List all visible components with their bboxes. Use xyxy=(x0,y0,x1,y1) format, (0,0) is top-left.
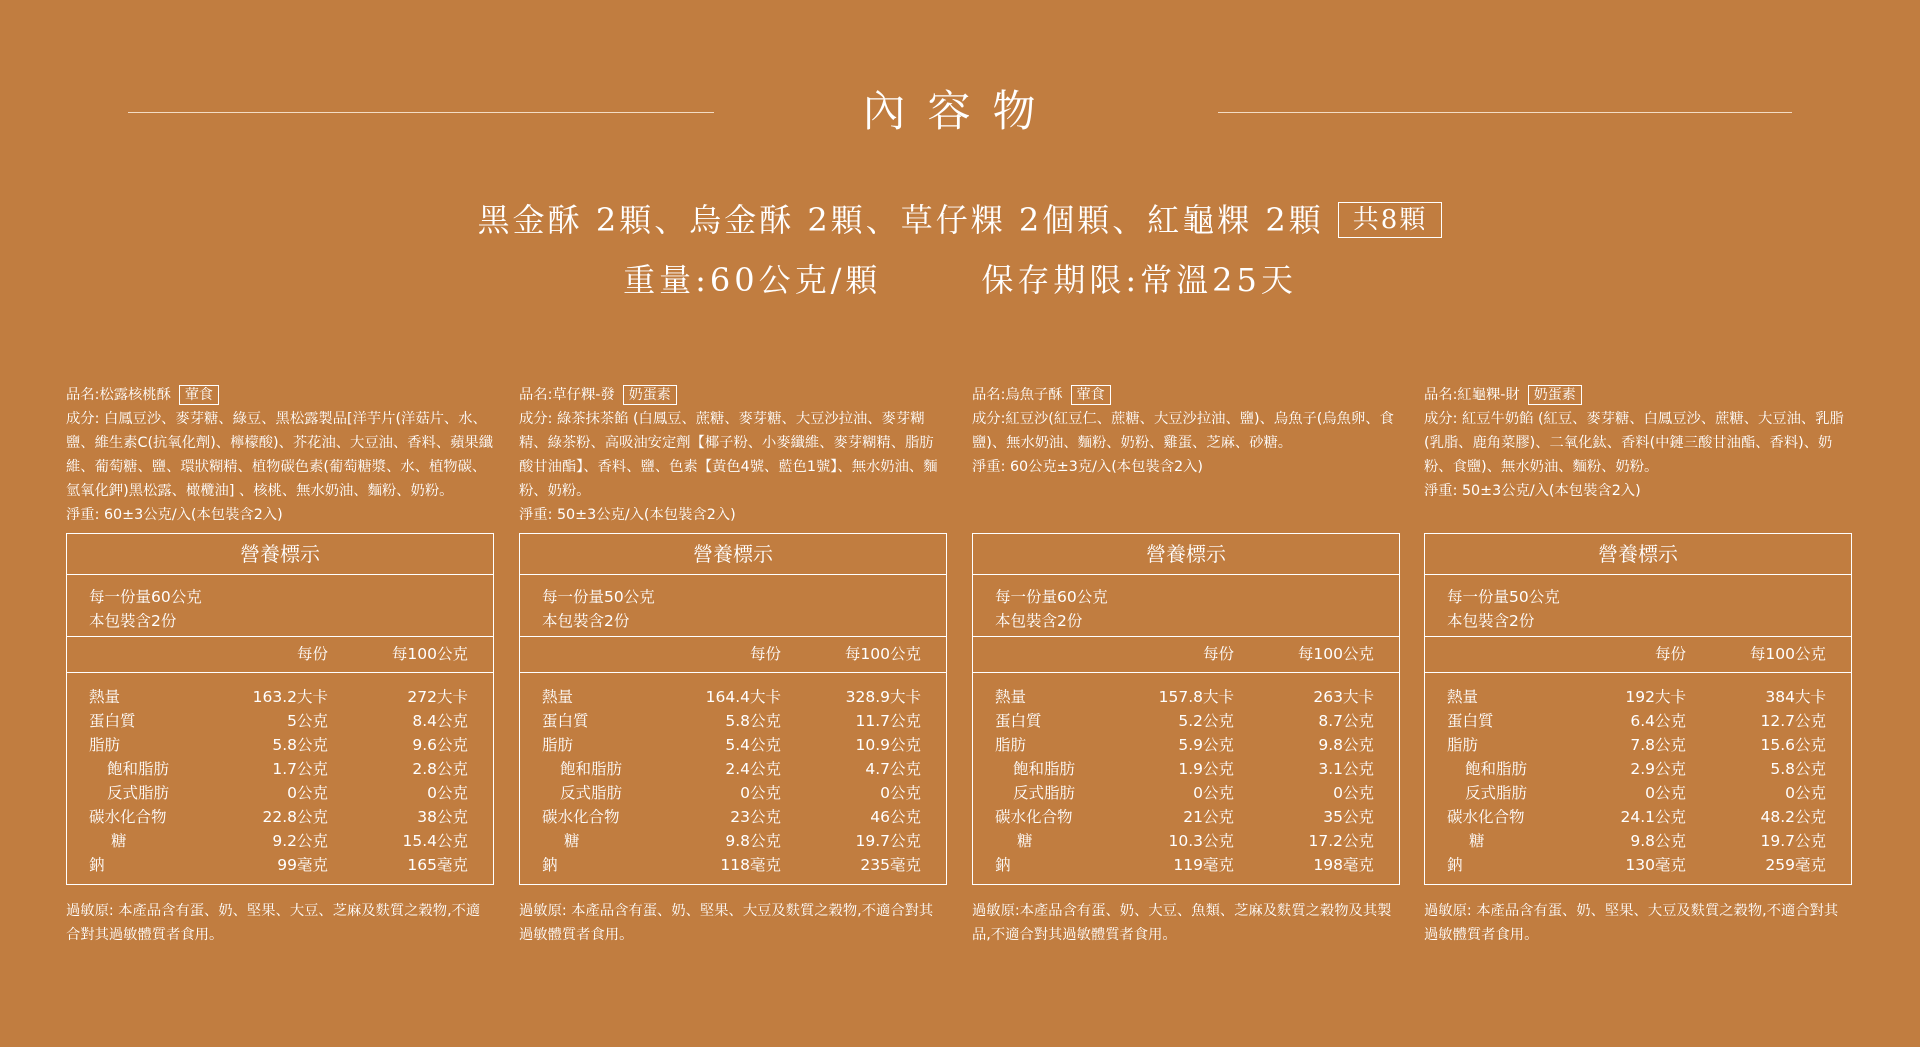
per-100g-value: 165毫克 xyxy=(407,856,468,874)
serving-info xyxy=(520,575,946,637)
nutrient-label: 碳水化合物 xyxy=(89,808,167,826)
nutrition-row xyxy=(67,709,493,733)
product-column xyxy=(66,383,494,947)
nutrition-row xyxy=(1425,829,1851,853)
nutrition-title: 營養標示 xyxy=(973,534,1399,575)
nutrient-label: 脂肪 xyxy=(542,736,574,754)
product-column xyxy=(519,383,947,947)
diet-tag: 葷食 xyxy=(179,385,219,405)
nutrition-table xyxy=(1424,533,1852,885)
per-100g-value: 17.2公克 xyxy=(1308,832,1374,850)
ingredients: 成分:紅豆沙(紅豆仁、蔗糖、大豆沙拉油、鹽)、烏魚子(烏魚卵、食鹽)、無水奶油、麵粉、奶粉、雞蛋、芝麻、砂糖。 xyxy=(972,411,1394,451)
allergy-notice: 過敏原:本產品含有蛋、奶、大豆、魚類、芝麻及麩質之穀物及其製品,不適合對其過敏體質者食用。 xyxy=(972,903,1392,943)
nutrient-label: 碳水化合物 xyxy=(995,808,1073,826)
nutrition-row xyxy=(1425,781,1851,805)
nutrition-row xyxy=(520,805,946,829)
per-serving-value: 1.7公克 xyxy=(272,760,328,778)
per-100g-value: 5.8公克 xyxy=(1770,760,1826,778)
per-serving-value: 0公克 xyxy=(1645,784,1686,802)
nutrient-label: 熱量 xyxy=(89,688,121,706)
servings-per-pack: 本包裝含2份 xyxy=(1447,612,1535,630)
nutrition-row xyxy=(67,805,493,829)
per-100g-header: 每100公克 xyxy=(1749,645,1826,663)
nutrient-label: 蛋白質 xyxy=(995,712,1042,730)
allergy-notice: 過敏原: 本產品含有蛋、奶、堅果、大豆、芝麻及麩質之穀物,不適合對其過敏體質者食用。 xyxy=(66,903,481,943)
per-100g-value: 328.9大卡 xyxy=(845,688,921,706)
nutrition-row xyxy=(67,829,493,853)
ingredients: 成分: 紅豆牛奶餡 (紅豆、麥芽糖、白鳳豆沙、蔗糖、大豆油、乳脂(乳脂、鹿角菜膠)、二氧化鈦、香料(中鏈三酸甘油酯、香料)、奶粉、食鹽)、無水奶油、麵粉、奶粉。 xyxy=(1424,411,1844,475)
nutrition-rows xyxy=(520,673,946,877)
serving-size: 每一份量60公克 xyxy=(995,588,1108,606)
per-100g-value: 15.6公克 xyxy=(1760,736,1826,754)
per-serving-header: 每份 xyxy=(1202,645,1234,663)
nutrition-title: 營養標示 xyxy=(520,534,946,575)
nutrition-column-header xyxy=(520,637,946,673)
per-serving-value: 5.8公克 xyxy=(272,736,328,754)
diet-tag: 奶蛋素 xyxy=(623,385,677,405)
per-100g-value: 272大卡 xyxy=(407,688,468,706)
nutrition-row xyxy=(67,733,493,757)
per-serving-value: 5公克 xyxy=(287,712,328,730)
per-serving-value: 164.4大卡 xyxy=(705,688,781,706)
product-name: 品名:紅龜粿-財 xyxy=(1424,387,1520,403)
nutrition-row xyxy=(973,805,1399,829)
nutrition-row xyxy=(1425,853,1851,877)
per-100g-value: 384大卡 xyxy=(1765,688,1826,706)
per-serving-value: 9.2公克 xyxy=(272,832,328,850)
per-100g-value: 19.7公克 xyxy=(855,832,921,850)
per-100g-value: 4.7公克 xyxy=(865,760,921,778)
per-100g-value: 9.6公克 xyxy=(412,736,468,754)
page-title: 內容物 xyxy=(862,87,1058,137)
per-100g-value: 11.7公克 xyxy=(855,712,921,730)
products-list: 黑金酥 2顆、烏金酥 2顆、草仔粿 2個顆、紅龜粿 2顆 xyxy=(477,201,1324,239)
servings-per-pack: 本包裝含2份 xyxy=(542,612,630,630)
per-serving-value: 7.8公克 xyxy=(1630,736,1686,754)
per-100g-value: 48.2公克 xyxy=(1760,808,1826,826)
per-100g-header: 每100公克 xyxy=(1297,645,1374,663)
per-serving-value: 157.8大卡 xyxy=(1158,688,1234,706)
nutrition-row xyxy=(520,853,946,877)
per-100g-value: 0公克 xyxy=(427,784,468,802)
serving-size: 每一份量60公克 xyxy=(89,588,202,606)
per-100g-value: 38公克 xyxy=(417,808,468,826)
per-100g-value: 2.8公克 xyxy=(412,760,468,778)
nutrition-row xyxy=(973,709,1399,733)
nutrient-label: 糖 xyxy=(564,832,580,850)
nutrient-label: 碳水化合物 xyxy=(542,808,620,826)
servings-per-pack: 本包裝含2份 xyxy=(89,612,177,630)
per-serving-value: 0公克 xyxy=(740,784,781,802)
nutrient-label: 糖 xyxy=(1469,832,1485,850)
per-serving-value: 5.9公克 xyxy=(1178,736,1234,754)
nutrition-row xyxy=(67,685,493,709)
nutrient-label: 反式脂肪 xyxy=(1465,784,1528,802)
nutrient-label: 鈉 xyxy=(995,856,1011,874)
nutrient-label: 飽和脂肪 xyxy=(560,760,623,778)
nutrition-column-header xyxy=(1425,637,1851,673)
per-serving-value: 5.2公克 xyxy=(1178,712,1234,730)
nutrition-row xyxy=(1425,805,1851,829)
nutrient-label: 熱量 xyxy=(995,688,1027,706)
ingredients: 成分: 白鳳豆沙、麥芽糖、綠豆、黑松露製品[洋芋片(洋菇片、水、鹽、維生素C(抗氧化劑)、檸檬酸)、芥花油、大豆油、香料、蘋果纖維、葡萄糖、鹽、環狀糊精、植物碳色素(葡萄糖漿、水、植物碳、氫氧化鉀)黑松露、橄欖油] 、核桃、無水奶油、麵粉、奶粉。 xyxy=(66,411,494,499)
per-serving-value: 2.9公克 xyxy=(1630,760,1686,778)
nutrition-row xyxy=(67,853,493,877)
nutrition-row xyxy=(973,781,1399,805)
per-serving-value: 24.1公克 xyxy=(1620,808,1686,826)
per-100g-value: 0公克 xyxy=(1785,784,1826,802)
product-name-row xyxy=(519,383,947,407)
nutrition-row xyxy=(520,757,946,781)
per-100g-value: 0公克 xyxy=(1333,784,1374,802)
product-name: 品名:松露核桃酥 xyxy=(66,387,171,403)
nutrient-label: 鈉 xyxy=(542,856,558,874)
nutrition-row xyxy=(1425,733,1851,757)
per-100g-header: 每100公克 xyxy=(844,645,921,663)
nutrient-label: 反式脂肪 xyxy=(560,784,623,802)
per-100g-value: 12.7公克 xyxy=(1760,712,1826,730)
diet-tag: 奶蛋素 xyxy=(1528,385,1582,405)
nutrition-rows xyxy=(973,673,1399,877)
per-serving-value: 21公克 xyxy=(1183,808,1234,826)
per-100g-value: 235毫克 xyxy=(860,856,921,874)
nutrition-row xyxy=(67,757,493,781)
product-info xyxy=(972,383,1400,533)
allergy-notice: 過敏原: 本產品含有蛋、奶、堅果、大豆及麩質之穀物,不適合對其過敏體質者食用。 xyxy=(519,903,934,943)
nutrition-rows xyxy=(1425,673,1851,877)
nutrition-row xyxy=(520,709,946,733)
per-100g-value: 19.7公克 xyxy=(1760,832,1826,850)
product-name: 品名:草仔粿-發 xyxy=(519,387,615,403)
per-serving-value: 99毫克 xyxy=(277,856,328,874)
serving-size: 每一份量50公克 xyxy=(1447,588,1560,606)
per-serving-value: 10.3公克 xyxy=(1168,832,1234,850)
per-serving-value: 130毫克 xyxy=(1625,856,1686,874)
nutrient-label: 熱量 xyxy=(1447,688,1479,706)
nutrition-row xyxy=(520,685,946,709)
nutrient-label: 蛋白質 xyxy=(542,712,589,730)
nutrient-label: 碳水化合物 xyxy=(1447,808,1525,826)
net-weight: 淨重: 60公克±3克/入(本包裝含2入) xyxy=(972,459,1203,475)
per-serving-value: 0公克 xyxy=(1193,784,1234,802)
nutrition-column-header xyxy=(67,637,493,673)
per-serving-value: 118毫克 xyxy=(720,856,781,874)
nutrition-row xyxy=(973,853,1399,877)
allergy-notice: 過敏原: 本產品含有蛋、奶、堅果、大豆及麩質之穀物,不適合對其過敏體質者食用。 xyxy=(1424,903,1839,943)
net-weight: 淨重: 60±3公克/入(本包裝含2入) xyxy=(66,507,283,523)
nutrition-row xyxy=(973,685,1399,709)
product-column xyxy=(1424,383,1852,947)
per-serving-value: 23公克 xyxy=(730,808,781,826)
nutrition-row xyxy=(973,733,1399,757)
nutrient-label: 飽和脂肪 xyxy=(107,760,170,778)
serving-info xyxy=(67,575,493,637)
nutrient-label: 脂肪 xyxy=(89,736,121,754)
product-info xyxy=(1424,383,1852,533)
per-serving-value: 163.2大卡 xyxy=(252,688,328,706)
serving-info xyxy=(973,575,1399,637)
per-serving-value: 192大卡 xyxy=(1625,688,1686,706)
nutrition-title: 營養標示 xyxy=(1425,534,1851,575)
nutrient-label: 反式脂肪 xyxy=(1013,784,1076,802)
per-serving-header: 每份 xyxy=(296,645,328,663)
per-100g-header: 每100公克 xyxy=(391,645,468,663)
weight-shelf-line xyxy=(0,256,1920,304)
ingredients: 成分: 綠茶抹茶餡 (白鳳豆、蔗糖、麥芽糖、大豆沙拉油、麥芽糊精、綠茶粉、高吸油安定劑【椰子粉、小麥纖維、麥芽糊精、脂肪酸甘油酯】、香料、鹽、色素【黃色4號、藍色1號】、無水奶油、麵粉、奶粉。 xyxy=(519,411,938,499)
per-serving-header: 每份 xyxy=(1654,645,1686,663)
nutrient-label: 脂肪 xyxy=(995,736,1027,754)
nutrition-row xyxy=(973,829,1399,853)
per-100g-value: 46公克 xyxy=(870,808,921,826)
per-100g-value: 0公克 xyxy=(880,784,921,802)
per-100g-value: 8.4公克 xyxy=(412,712,468,730)
nutrient-label: 反式脂肪 xyxy=(107,784,170,802)
net-weight: 淨重: 50±3公克/入(本包裝含2入) xyxy=(1424,483,1641,499)
product-column xyxy=(972,383,1400,947)
per-serving-value: 9.8公克 xyxy=(725,832,781,850)
product-name-row xyxy=(1424,383,1852,407)
nutrition-row xyxy=(520,733,946,757)
per-serving-value: 1.9公克 xyxy=(1178,760,1234,778)
nutrient-label: 蛋白質 xyxy=(1447,712,1494,730)
per-100g-value: 15.4公克 xyxy=(402,832,468,850)
per-serving-value: 5.4公克 xyxy=(725,736,781,754)
per-serving-value: 0公克 xyxy=(287,784,328,802)
nutrition-title: 營養標示 xyxy=(67,534,493,575)
per-100g-value: 198毫克 xyxy=(1313,856,1374,874)
servings-per-pack: 本包裝含2份 xyxy=(995,612,1083,630)
nutrition-column-header xyxy=(973,637,1399,673)
per-100g-value: 3.1公克 xyxy=(1318,760,1374,778)
per-100g-value: 10.9公克 xyxy=(855,736,921,754)
nutrient-label: 糖 xyxy=(111,832,127,850)
product-name-row xyxy=(972,383,1400,407)
per-serving-value: 22.8公克 xyxy=(262,808,328,826)
total-badge: 共8顆 xyxy=(1338,202,1443,238)
nutrient-label: 蛋白質 xyxy=(89,712,136,730)
nutrition-table xyxy=(519,533,947,885)
nutrient-label: 糖 xyxy=(1017,832,1033,850)
nutrition-table xyxy=(66,533,494,885)
product-info xyxy=(66,383,494,533)
per-serving-value: 9.8公克 xyxy=(1630,832,1686,850)
per-serving-value: 119毫克 xyxy=(1173,856,1234,874)
nutrition-row xyxy=(1425,709,1851,733)
product-name: 品名:烏魚子酥 xyxy=(972,387,1063,403)
nutrient-label: 脂肪 xyxy=(1447,736,1479,754)
per-100g-value: 8.7公克 xyxy=(1318,712,1374,730)
per-100g-value: 259毫克 xyxy=(1765,856,1826,874)
nutrition-row xyxy=(520,781,946,805)
shelf-life-text: 保存期限:常溫25天 xyxy=(981,261,1297,299)
products-line xyxy=(0,196,1920,244)
per-100g-value: 263大卡 xyxy=(1313,688,1374,706)
per-serving-value: 5.8公克 xyxy=(725,712,781,730)
net-weight: 淨重: 50±3公克/入(本包裝含2入) xyxy=(519,507,736,523)
nutrition-row xyxy=(973,757,1399,781)
weight-text: 重量:60公克/顆 xyxy=(623,261,882,299)
nutrient-label: 鈉 xyxy=(1447,856,1463,874)
product-name-row xyxy=(66,383,494,407)
nutrition-row xyxy=(67,781,493,805)
per-100g-value: 35公克 xyxy=(1323,808,1374,826)
product-info xyxy=(519,383,947,533)
nutrient-label: 飽和脂肪 xyxy=(1013,760,1076,778)
nutrition-row xyxy=(1425,685,1851,709)
nutrient-label: 鈉 xyxy=(89,856,105,874)
per-serving-value: 2.4公克 xyxy=(725,760,781,778)
nutrition-row xyxy=(1425,757,1851,781)
nutrient-label: 熱量 xyxy=(542,688,574,706)
per-serving-header: 每份 xyxy=(749,645,781,663)
diet-tag: 葷食 xyxy=(1071,385,1111,405)
serving-size: 每一份量50公克 xyxy=(542,588,655,606)
nutrition-row xyxy=(520,829,946,853)
nutrition-rows xyxy=(67,673,493,877)
per-100g-value: 9.8公克 xyxy=(1318,736,1374,754)
serving-info xyxy=(1425,575,1851,637)
per-serving-value: 6.4公克 xyxy=(1630,712,1686,730)
nutrient-label: 飽和脂肪 xyxy=(1465,760,1528,778)
nutrition-table xyxy=(972,533,1400,885)
